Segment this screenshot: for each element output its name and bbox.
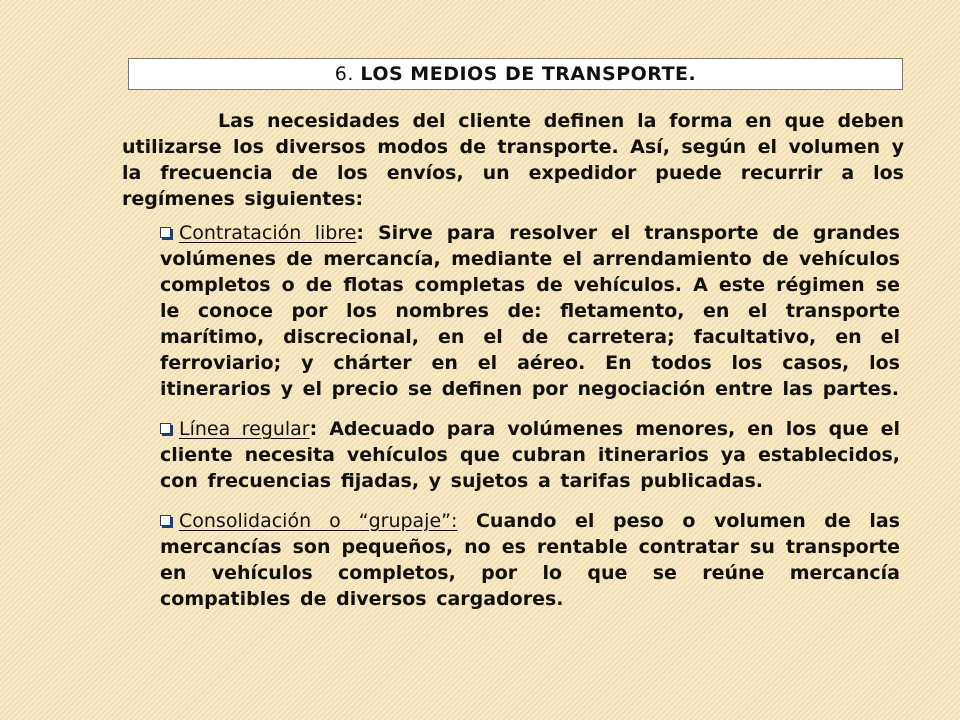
list-item-linea-regular (160, 416, 900, 494)
intro-paragraph: Las necesidades del cliente definen la forma en que deben utilizarse los diversos modos de transporte. Así, según el volumen y la frecuencia de los envíos, un expedidor puede recurrir a los regímenes siguientes: (122, 110, 904, 210)
section-title-text: LOS MEDIOS DE TRANSPORTE. (360, 63, 697, 85)
description-contratacion-libre: : Sirve para resolver el transporte de grandes volúmenes de mercancía, mediante el arrendamiento de vehículos completos o de flotas completas de vehículos. A este régimen se le conoce por los nombres de: fletamento, en el transporte marítimo, discrecional, en el de carretera; facultativo, en el ferroviario; y chárter en el aéreo. En todos los casos, los itinerarios y el precio se definen por negociación entre las partes. (160, 222, 900, 400)
term-contratacion-libre: Contratación libre (179, 222, 357, 244)
regime-list (160, 220, 900, 626)
term-linea-regular: Línea regular (179, 418, 310, 440)
section-number: 6. (334, 63, 354, 85)
term-consolidacion: Consolidación o “grupaje”: (179, 510, 458, 532)
checkbox-bullet-icon (160, 227, 171, 238)
description-linea-regular: : Adecuado para volúmenes menores, en los que el cliente necesita vehículos que cubran itinerarios ya establecidos, con frecuencias fijadas, y sujetos a tarifas publicadas. (160, 418, 901, 492)
section-title (128, 58, 903, 90)
list-item-consolidacion (160, 508, 900, 612)
checkbox-bullet-icon (160, 515, 171, 526)
list-item-contratacion-libre (160, 220, 900, 402)
checkbox-bullet-icon (160, 423, 171, 434)
description-consolidacion: Cuando el peso o volumen de las mercancías son pequeños, no es rentable contratar su transporte en vehículos completos, por lo que se reúne mercancía compatibles de diversos cargadores. (160, 510, 900, 610)
